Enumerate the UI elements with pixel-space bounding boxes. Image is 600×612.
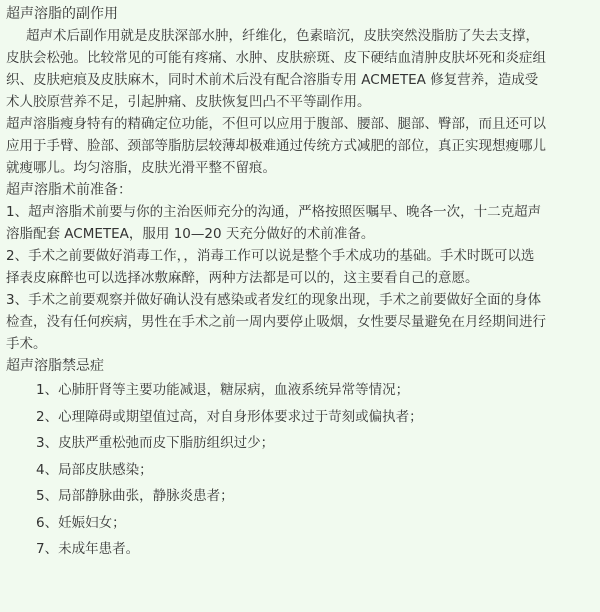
paragraph-targeting — [6, 113, 594, 179]
paragraph-line: 3、手术之前要观察并做好确认没有感染或者发红的现象出现，手术之前要做好全面的身体 — [6, 292, 542, 308]
paragraph-line: 2、手术之前要做好消毒工作，，消毒工作可以说是整个手术成功的基础。手术时既可以选 — [6, 248, 535, 264]
section-heading-contraindications: 超声溶脂禁忌症 — [6, 358, 104, 374]
paragraph-line: 手术。 — [6, 336, 47, 352]
list-item: 7、未成年患者。 — [36, 541, 140, 557]
paragraph-line: 皮肤会松弛。比较常见的可能有疼痛、水肿、皮肤瘀斑、皮下硬结血清肿皮肤坏死和炎症组 — [6, 50, 546, 66]
paragraph-line: 就瘦哪儿。均匀溶脂，皮肤光滑平整不留痕。 — [6, 160, 276, 176]
list-item: 6、妊娠妇女； — [36, 514, 126, 531]
paragraph-line: 检查，没有任何疾病，男性在手术之前一周内要停止吸烟，女性要尽量避免在月经期间进行 — [6, 314, 546, 330]
preparation-item-2 — [6, 245, 594, 289]
paragraph-line: 应用于手臂、脸部、颈部等脂肪层较薄却极难通过传统方式减肥的部位，真正实现想瘦哪儿 — [6, 138, 546, 154]
list-item: 3、皮肤严重松弛而皮下脂肪组织过少； — [36, 435, 275, 451]
section-heading-side-effects: 超声溶脂的副作用 — [6, 6, 118, 22]
paragraph-side-effects — [6, 25, 594, 113]
preparation-item-1 — [6, 201, 594, 245]
paragraph-line: 织、皮肤疤痕及皮肤麻木，同时术前术后没有配合溶脂专用 ACMETEA 修复营养，造成受 — [6, 72, 539, 88]
paragraph-line: 术人胶原营养不足，引起肿痛、皮肤恢复凹凸不平等副作用。 — [6, 94, 371, 110]
paragraph-line: 超声术后副作用就是皮肤深部水肿，纤维化，色素暗沉，皮肤突然没脂肪了失去支撑， — [26, 28, 539, 44]
preparation-item-3 — [6, 289, 594, 355]
section-heading-preparation: 超声溶脂术前准备： — [6, 182, 132, 198]
list-item: 5、局部静脉曲张，静脉炎患者； — [36, 488, 234, 504]
contraindication-list — [6, 377, 594, 563]
list-item: 1、心肺肝肾等主要功能减退，糖尿病，血液系统异常等情况； — [36, 382, 410, 398]
paragraph-line: 超声溶脂瘦身特有的精确定位功能，不但可以应用于腹部、腰部、腿部、臀部，而且还可以 — [6, 116, 546, 132]
paragraph-line: 溶脂配套 ACMETEA，服用 10—20 天充分做好的术前准备。 — [6, 226, 375, 242]
paragraph-line: 1、超声溶脂术前要与你的主治医师充分的沟通，严格按照医嘱早、晚各一次，十二克超声 — [6, 204, 542, 220]
list-item: 2、心理障碍或期望值过高，对自身形体要求过于苛刻或偏执者； — [36, 408, 423, 425]
list-item: 4、局部皮肤感染； — [36, 461, 153, 478]
paragraph-line: 择表皮麻醉也可以选择冰敷麻醉，两种方法都是可以的，这主要看自己的意愿。 — [6, 270, 479, 286]
